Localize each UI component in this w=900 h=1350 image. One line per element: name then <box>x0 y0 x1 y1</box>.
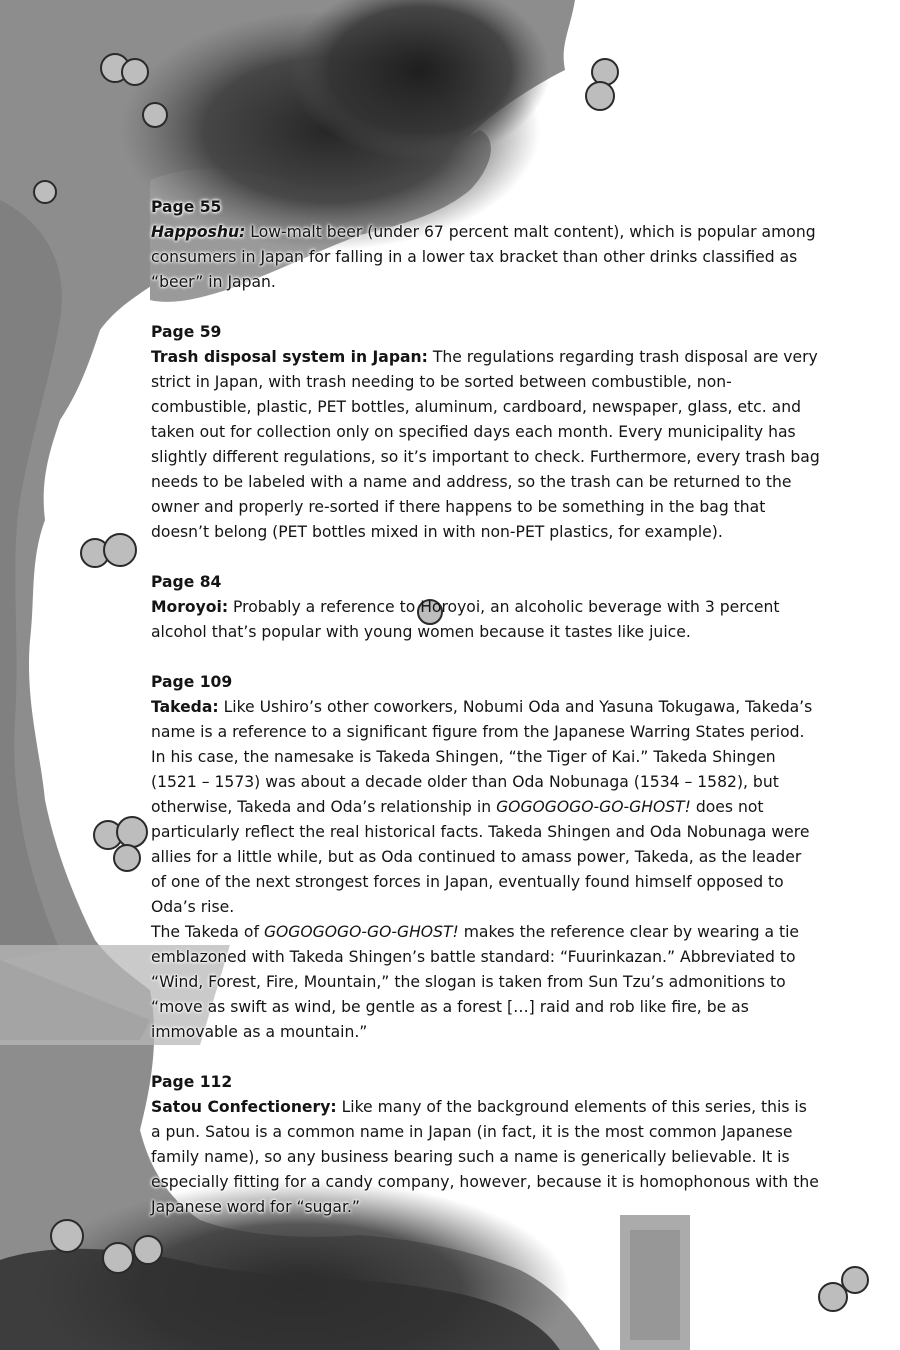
note-text: Like many of the background elements of this series, this is a pun. Satou is a common name in Japan (in fact, it is the most common Japanese family name), so any business bearing such a name is generically believable. It is especially fitting for a candy company, however, because it is homophonous with the Japanese word for “sugar.” <box>151 1098 819 1216</box>
note-text: Like Ushiro’s other coworkers, Nobumi Oda and Yasuna Tokugawa, Takeda’s name is a reference to a significant figure from the Japanese Warring States period. In his case, the namesake is Takeda Shingen, “the Tiger of Kai.” Takeda Shingen (1521 – 1573) was about a decade older than Oda Nobunaga (1534 – 1582), but otherwise, Takeda and Oda’s relationship in <box>151 698 813 816</box>
note-term: Moroyoi: <box>151 598 229 616</box>
note-text: The regulations regarding trash disposal are very strict in Japan, with trash needing to be sorted between combustible, non-combustible, plastic, PET bottles, aluminum, cardboard, newspaper, glass, etc. and taken out for collection only on specified days each month. Every municipality has slightly different regulations, so it’s important to check. Furthermore, every trash bag needs to be labeled with a name and address, so the trash can be returned to the owner and properly re-sorted if there happens to be something in the bag that doesn’t belong (PET bottles mixed in with non-PET plastics, for example). <box>151 348 820 541</box>
note-text: Low-malt beer (under 67 percent malt content), which is popular among consumers in Japan for falling in a lower tax bracket than other drinks classified as “beer” in Japan. <box>151 223 816 291</box>
series-title: GOGOGOGO-GO-GHOST! <box>496 798 691 816</box>
note-page-112 <box>151 1070 821 1220</box>
note-term: Trash disposal system in Japan: <box>151 348 428 366</box>
note-term: Satou Confectionery: <box>151 1098 337 1116</box>
note-body <box>151 695 821 920</box>
note-term: Happoshu: <box>151 223 246 241</box>
note-text: makes the reference clear by wearing a tie emblazoned with Takeda Shingen’s battle standard: “Fuurinkazan.” Abbreviated to “Wind, Forest, Fire, Mountain,” the slogan is taken from Sun Tzu’s admonitions to “move as swift as wind, be gentle as a forest […] raid and rob like fire, be as immovable as a mountain.” <box>151 923 800 1041</box>
note-text: Probably a reference to Horoyoi, an alcoholic beverage with 3 percent alcohol that’s popular with young women because it tastes like juice. <box>151 598 780 641</box>
tape-strip-bottom-shade <box>630 1230 680 1340</box>
series-title: GOGOGOGO-GO-GHOST! <box>263 923 459 941</box>
note-page-55 <box>151 195 821 295</box>
note-text: does not particularly reflect the real historical facts. Takeda Shingen and Oda Nobunaga were allies for a little while, but as Oda continued to amass power, Takeda, as the leader of one of the next strongest forces in Japan, eventually found himself opposed to Oda’s rise. <box>151 798 810 916</box>
note-body <box>151 345 821 545</box>
page-label: Page 55 <box>151 198 222 216</box>
page-label: Page 112 <box>151 1073 233 1091</box>
note-text: The Takeda of <box>151 923 264 941</box>
note-page-59 <box>151 320 821 545</box>
note-page-84 <box>151 570 821 645</box>
note-body <box>151 1095 821 1220</box>
note-body-continued <box>151 920 821 1045</box>
translation-notes <box>151 195 821 1245</box>
page-label: Page 109 <box>151 673 233 691</box>
note-body <box>151 595 821 645</box>
note-term: Takeda: <box>151 698 219 716</box>
page-label: Page 84 <box>151 573 222 591</box>
page-label: Page 59 <box>151 323 222 341</box>
note-body <box>151 220 821 295</box>
note-page-109 <box>151 670 821 1045</box>
